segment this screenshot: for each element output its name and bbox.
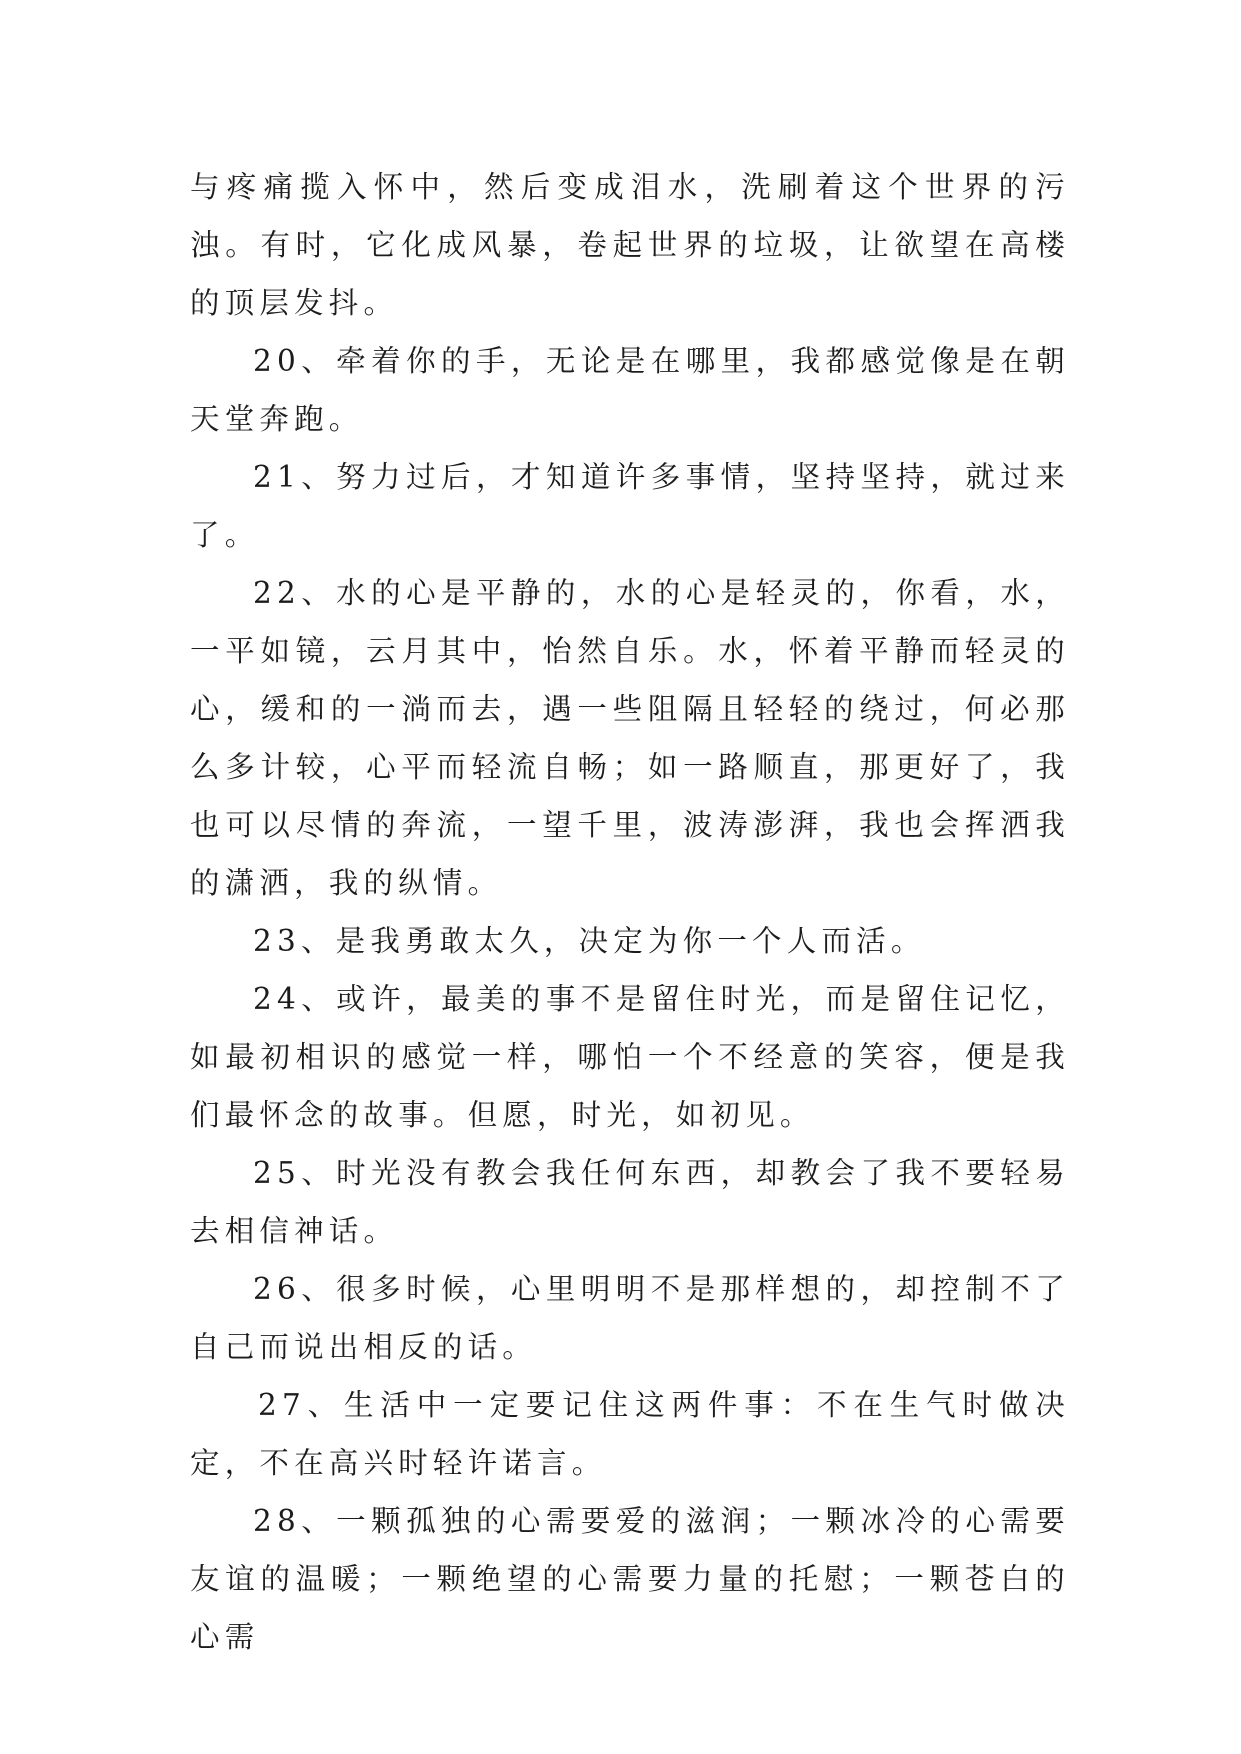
paragraph-item-23: 23、是我勇敢太久，决定为你一个人而活。 bbox=[253, 924, 926, 958]
paragraph-continuation: 与疼痛揽入怀中，然后变成泪水，洗刷着这个世界的污浊。有时，它化成风暴，卷起世界的垃圾，让欲望在高楼的顶层发抖。 bbox=[190, 170, 1070, 320]
paragraph-item-24: 24、或许，最美的事不是留住时光，而是留住记忆，如最初相识的感觉一样，哪怕一个不经意的笑容，便是我们最怀念的故事。但愿，时光，如初见。 bbox=[190, 982, 1070, 1132]
paragraph-item-27: 27、生活中一定要记住这两件事：不在生气时做决定，不在高兴时轻许诺言。 bbox=[190, 1388, 1070, 1480]
paragraph-item-25: 25、时光没有教会我任何东西，却教会了我不要轻易去相信神话。 bbox=[190, 1156, 1070, 1248]
document-body bbox=[190, 158, 1070, 1666]
paragraph-item-20: 20、牵着你的手，无论是在哪里，我都感觉像是在朝天堂奔跑。 bbox=[190, 344, 1070, 436]
paragraph-item-26: 26、很多时候，心里明明不是那样想的，却控制不了自己而说出相反的话。 bbox=[190, 1272, 1070, 1364]
paragraph-item-28: 28、一颗孤独的心需要爱的滋润；一颗冰冷的心需要友谊的温暖；一颗绝望的心需要力量的托慰；一颗苍白的心需 bbox=[190, 1504, 1070, 1654]
paragraph-item-22: 22、水的心是平静的，水的心是轻灵的，你看，水，一平如镜，云月其中，怡然自乐。水，怀着平静而轻灵的心，缓和的一淌而去，遇一些阻隔且轻轻的绕过，何必那么多计较，心平而轻流自畅；如一路顺直，那更好了，我也可以尽情的奔流，一望千里，波涛澎湃，我也会挥洒我的潇洒，我的纵情。 bbox=[190, 576, 1070, 900]
paragraph-item-21: 21、努力过后，才知道许多事情，坚持坚持，就过来了。 bbox=[190, 460, 1070, 552]
